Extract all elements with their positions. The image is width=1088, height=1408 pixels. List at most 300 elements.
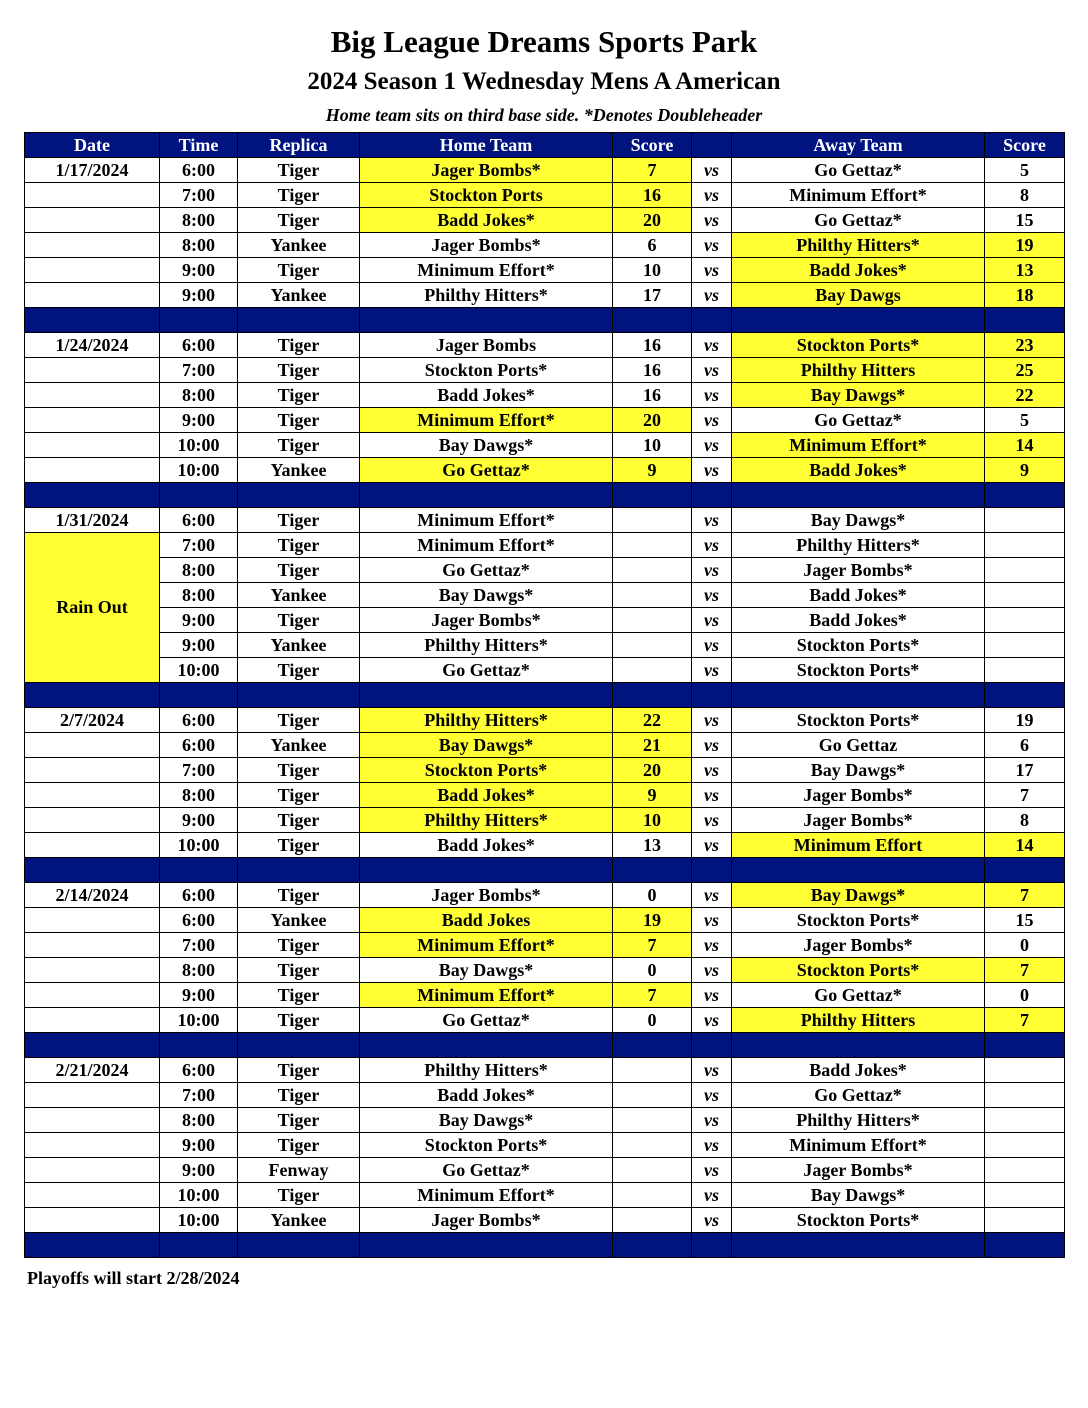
vs-cell: vs <box>692 658 732 683</box>
away-team-cell: Bay Dawgs* <box>732 883 985 908</box>
home-team-cell: Jager Bombs* <box>360 1208 613 1233</box>
home-score-cell: 16 <box>613 383 692 408</box>
col-header-away-score: Score <box>985 133 1065 158</box>
vs-cell: vs <box>692 708 732 733</box>
time-cell: 8:00 <box>160 208 238 233</box>
home-team-cell: Go Gettaz* <box>360 1008 613 1033</box>
home-score-cell <box>613 1108 692 1133</box>
time-cell: 9:00 <box>160 633 238 658</box>
away-score-cell <box>985 1108 1065 1133</box>
table-row <box>25 408 1065 433</box>
home-score-cell <box>613 558 692 583</box>
date-cell: 2/7/2024 <box>25 708 160 733</box>
home-score-cell: 10 <box>613 433 692 458</box>
vs-cell: vs <box>692 158 732 183</box>
home-team-cell: Philthy Hitters* <box>360 808 613 833</box>
separator-cell <box>160 483 238 508</box>
home-score-cell <box>613 1183 692 1208</box>
separator-cell <box>160 1233 238 1258</box>
replica-cell: Tiger <box>238 383 360 408</box>
replica-cell: Tiger <box>238 358 360 383</box>
home-team-cell: Jager Bombs* <box>360 158 613 183</box>
home-team-cell: Badd Jokes <box>360 908 613 933</box>
table-row <box>25 633 1065 658</box>
table-row <box>25 958 1065 983</box>
table-row <box>25 383 1065 408</box>
vs-cell: vs <box>692 533 732 558</box>
separator-cell <box>238 483 360 508</box>
home-score-cell: 0 <box>613 1008 692 1033</box>
date-cell-empty <box>25 1133 160 1158</box>
away-team-cell: Go Gettaz* <box>732 983 985 1008</box>
away-team-cell: Bay Dawgs* <box>732 508 985 533</box>
away-score-cell <box>985 583 1065 608</box>
away-score-cell: 19 <box>985 708 1065 733</box>
away-score-cell: 7 <box>985 783 1065 808</box>
date-cell-empty <box>25 433 160 458</box>
home-score-cell <box>613 1158 692 1183</box>
separator-cell <box>360 308 613 333</box>
home-score-cell <box>613 508 692 533</box>
away-score-cell <box>985 508 1065 533</box>
vs-cell: vs <box>692 1208 732 1233</box>
away-team-cell: Jager Bombs* <box>732 558 985 583</box>
home-score-cell: 10 <box>613 258 692 283</box>
separator-cell <box>613 483 692 508</box>
home-team-cell: Jager Bombs <box>360 333 613 358</box>
time-cell: 8:00 <box>160 383 238 408</box>
separator-cell <box>613 308 692 333</box>
table-row <box>25 183 1065 208</box>
vs-cell: vs <box>692 733 732 758</box>
header-row <box>25 133 1065 158</box>
away-score-cell: 7 <box>985 958 1065 983</box>
table-row <box>25 1008 1065 1033</box>
week-separator-row <box>25 683 1065 708</box>
replica-cell: Tiger <box>238 783 360 808</box>
home-team-cell: Go Gettaz* <box>360 658 613 683</box>
table-row <box>25 758 1065 783</box>
home-score-cell: 9 <box>613 783 692 808</box>
time-cell: 10:00 <box>160 658 238 683</box>
replica-cell: Tiger <box>238 183 360 208</box>
away-team-cell: Minimum Effort <box>732 833 985 858</box>
separator-cell <box>238 1233 360 1258</box>
away-score-cell <box>985 658 1065 683</box>
away-team-cell: Philthy Hitters <box>732 1008 985 1033</box>
away-team-cell: Badd Jokes* <box>732 458 985 483</box>
replica-cell: Fenway <box>238 1158 360 1183</box>
away-score-cell: 15 <box>985 908 1065 933</box>
home-score-cell: 16 <box>613 183 692 208</box>
date-cell: 1/17/2024 <box>25 158 160 183</box>
replica-cell: Tiger <box>238 608 360 633</box>
replica-cell: Tiger <box>238 258 360 283</box>
vs-cell: vs <box>692 283 732 308</box>
vs-cell: vs <box>692 383 732 408</box>
separator-cell <box>613 858 692 883</box>
time-cell: 9:00 <box>160 408 238 433</box>
home-score-cell: 17 <box>613 283 692 308</box>
separator-cell <box>732 483 985 508</box>
away-score-cell: 22 <box>985 383 1065 408</box>
separator-cell <box>160 308 238 333</box>
away-score-cell: 23 <box>985 333 1065 358</box>
date-cell: 1/24/2024 <box>25 333 160 358</box>
separator-cell <box>692 483 732 508</box>
vs-cell: vs <box>692 433 732 458</box>
home-team-cell: Minimum Effort* <box>360 533 613 558</box>
date-cell: 2/14/2024 <box>25 883 160 908</box>
schedule-note: Home team sits on third base side. *Denotes Doubleheader <box>325 105 763 125</box>
home-team-cell: Stockton Ports* <box>360 1133 613 1158</box>
date-cell-empty <box>25 758 160 783</box>
table-row <box>25 1133 1065 1158</box>
table-row <box>25 933 1065 958</box>
page-subtitle: 2024 Season 1 Wednesday Mens A American <box>307 68 781 95</box>
replica-cell: Tiger <box>238 1083 360 1108</box>
week-separator-row <box>25 308 1065 333</box>
table-row <box>25 508 1065 533</box>
replica-cell: Tiger <box>238 658 360 683</box>
time-cell: 8:00 <box>160 958 238 983</box>
vs-cell: vs <box>692 558 732 583</box>
away-score-cell: 25 <box>985 358 1065 383</box>
rain-out-cell: Rain Out <box>25 533 160 683</box>
replica-cell: Tiger <box>238 408 360 433</box>
vs-cell: vs <box>692 933 732 958</box>
time-cell: 9:00 <box>160 983 238 1008</box>
date-cell: 2/21/2024 <box>25 1058 160 1083</box>
away-score-cell: 14 <box>985 833 1065 858</box>
home-score-cell: 7 <box>613 933 692 958</box>
vs-cell: vs <box>692 1058 732 1083</box>
time-cell: 7:00 <box>160 358 238 383</box>
away-score-cell: 0 <box>985 983 1065 1008</box>
vs-cell: vs <box>692 958 732 983</box>
time-cell: 8:00 <box>160 783 238 808</box>
home-team-cell: Go Gettaz* <box>360 1158 613 1183</box>
table-row <box>25 733 1065 758</box>
date-cell-empty <box>25 733 160 758</box>
vs-cell: vs <box>692 908 732 933</box>
away-team-cell: Stockton Ports* <box>732 908 985 933</box>
away-score-cell <box>985 608 1065 633</box>
table-row <box>25 158 1065 183</box>
separator-cell <box>360 1033 613 1058</box>
vs-cell: vs <box>692 1158 732 1183</box>
away-team-cell: Philthy Hitters* <box>732 1108 985 1133</box>
separator-cell <box>238 683 360 708</box>
home-score-cell: 21 <box>613 733 692 758</box>
separator-cell <box>985 1233 1065 1258</box>
date-cell-empty <box>25 258 160 283</box>
table-row <box>25 883 1065 908</box>
time-cell: 10:00 <box>160 1183 238 1208</box>
away-team-cell: Go Gettaz* <box>732 208 985 233</box>
home-score-cell: 0 <box>613 958 692 983</box>
vs-cell: vs <box>692 358 732 383</box>
table-row <box>25 433 1065 458</box>
away-team-cell: Stockton Ports* <box>732 958 985 983</box>
table-row <box>25 608 1065 633</box>
home-team-cell: Jager Bombs* <box>360 608 613 633</box>
away-team-cell: Go Gettaz* <box>732 158 985 183</box>
separator-cell <box>238 308 360 333</box>
separator-cell <box>25 308 160 333</box>
replica-cell: Yankee <box>238 908 360 933</box>
col-header-home-team: Home Team <box>360 133 613 158</box>
away-team-cell: Philthy Hitters <box>732 358 985 383</box>
week-separator-row <box>25 483 1065 508</box>
replica-cell: Yankee <box>238 233 360 258</box>
vs-cell: vs <box>692 1108 732 1133</box>
replica-cell: Yankee <box>238 1208 360 1233</box>
away-team-cell: Go Gettaz* <box>732 1083 985 1108</box>
vs-cell: vs <box>692 883 732 908</box>
separator-cell <box>360 683 613 708</box>
separator-cell <box>692 308 732 333</box>
separator-cell <box>613 1033 692 1058</box>
replica-cell: Tiger <box>238 933 360 958</box>
replica-cell: Tiger <box>238 1183 360 1208</box>
replica-cell: Tiger <box>238 958 360 983</box>
separator-cell <box>985 1033 1065 1058</box>
col-header-replica: Replica <box>238 133 360 158</box>
home-team-cell: Minimum Effort* <box>360 508 613 533</box>
page-title: Big League Dreams Sports Park <box>330 24 758 59</box>
replica-cell: Tiger <box>238 1133 360 1158</box>
away-team-cell: Stockton Ports* <box>732 333 985 358</box>
home-score-cell <box>613 1133 692 1158</box>
away-score-cell: 18 <box>985 283 1065 308</box>
home-team-cell: Badd Jokes* <box>360 833 613 858</box>
schedule-table <box>24 132 1065 1258</box>
time-cell: 6:00 <box>160 733 238 758</box>
table-row <box>25 258 1065 283</box>
home-score-cell: 7 <box>613 983 692 1008</box>
replica-cell: Tiger <box>238 208 360 233</box>
date-cell-empty <box>25 183 160 208</box>
home-score-cell: 19 <box>613 908 692 933</box>
time-cell: 6:00 <box>160 508 238 533</box>
away-team-cell: Go Gettaz <box>732 733 985 758</box>
table-row <box>25 208 1065 233</box>
replica-cell: Tiger <box>238 333 360 358</box>
replica-cell: Tiger <box>238 1008 360 1033</box>
separator-cell <box>613 683 692 708</box>
away-team-cell: Badd Jokes* <box>732 258 985 283</box>
replica-cell: Tiger <box>238 433 360 458</box>
time-cell: 9:00 <box>160 258 238 283</box>
away-team-cell: Bay Dawgs* <box>732 758 985 783</box>
home-score-cell: 13 <box>613 833 692 858</box>
separator-cell <box>360 858 613 883</box>
home-score-cell: 22 <box>613 708 692 733</box>
away-score-cell: 8 <box>985 808 1065 833</box>
away-team-cell: Go Gettaz* <box>732 408 985 433</box>
away-team-cell: Minimum Effort* <box>732 183 985 208</box>
separator-cell <box>732 1033 985 1058</box>
away-score-cell <box>985 1158 1065 1183</box>
time-cell: 7:00 <box>160 183 238 208</box>
separator-cell <box>985 308 1065 333</box>
table-row <box>25 658 1065 683</box>
time-cell: 9:00 <box>160 283 238 308</box>
away-score-cell <box>985 1083 1065 1108</box>
away-team-cell: Bay Dawgs* <box>732 383 985 408</box>
away-score-cell: 19 <box>985 233 1065 258</box>
home-score-cell: 20 <box>613 408 692 433</box>
home-team-cell: Stockton Ports* <box>360 358 613 383</box>
time-cell: 7:00 <box>160 933 238 958</box>
separator-cell <box>25 683 160 708</box>
away-team-cell: Jager Bombs* <box>732 808 985 833</box>
replica-cell: Tiger <box>238 808 360 833</box>
vs-cell: vs <box>692 458 732 483</box>
col-header-vs <box>692 133 732 158</box>
date-cell-empty <box>25 1158 160 1183</box>
home-score-cell <box>613 533 692 558</box>
replica-cell: Tiger <box>238 508 360 533</box>
week-separator-row <box>25 1033 1065 1058</box>
home-team-cell: Badd Jokes* <box>360 783 613 808</box>
home-team-cell: Bay Dawgs* <box>360 958 613 983</box>
home-score-cell: 10 <box>613 808 692 833</box>
date-cell-empty <box>25 383 160 408</box>
home-score-cell: 0 <box>613 883 692 908</box>
away-score-cell <box>985 633 1065 658</box>
table-row <box>25 983 1065 1008</box>
away-team-cell: Jager Bombs* <box>732 783 985 808</box>
vs-cell: vs <box>692 758 732 783</box>
col-header-home-score: Score <box>613 133 692 158</box>
home-team-cell: Jager Bombs* <box>360 233 613 258</box>
away-score-cell <box>985 1208 1065 1233</box>
table-row <box>25 783 1065 808</box>
separator-cell <box>732 1233 985 1258</box>
home-team-cell: Go Gettaz* <box>360 458 613 483</box>
date-cell-empty <box>25 933 160 958</box>
time-cell: 7:00 <box>160 533 238 558</box>
date-cell-empty <box>25 458 160 483</box>
date-cell-empty <box>25 233 160 258</box>
home-score-cell: 20 <box>613 208 692 233</box>
separator-cell <box>160 858 238 883</box>
separator-cell <box>692 1233 732 1258</box>
away-score-cell <box>985 1133 1065 1158</box>
playoffs-note: Playoffs will start 2/28/2024 <box>27 1268 240 1288</box>
table-row <box>25 1058 1065 1083</box>
vs-cell: vs <box>692 783 732 808</box>
date-cell-empty <box>25 983 160 1008</box>
col-header-time: Time <box>160 133 238 158</box>
away-team-cell: Stockton Ports* <box>732 708 985 733</box>
time-cell: 8:00 <box>160 1108 238 1133</box>
table-row <box>25 1183 1065 1208</box>
vs-cell: vs <box>692 508 732 533</box>
table-row <box>25 808 1065 833</box>
home-team-cell: Minimum Effort* <box>360 258 613 283</box>
replica-cell: Tiger <box>238 1058 360 1083</box>
separator-cell <box>360 1233 613 1258</box>
vs-cell: vs <box>692 183 732 208</box>
away-score-cell <box>985 533 1065 558</box>
separator-cell <box>360 483 613 508</box>
home-team-cell: Bay Dawgs* <box>360 1108 613 1133</box>
time-cell: 6:00 <box>160 158 238 183</box>
date-cell-empty <box>25 958 160 983</box>
date-cell-empty <box>25 358 160 383</box>
away-score-cell: 6 <box>985 733 1065 758</box>
time-cell: 6:00 <box>160 333 238 358</box>
time-cell: 10:00 <box>160 1208 238 1233</box>
away-team-cell: Jager Bombs* <box>732 1158 985 1183</box>
date-cell-empty <box>25 1108 160 1133</box>
separator-cell <box>160 1033 238 1058</box>
time-cell: 6:00 <box>160 708 238 733</box>
table-row <box>25 558 1065 583</box>
vs-cell: vs <box>692 608 732 633</box>
separator-cell <box>238 1033 360 1058</box>
away-score-cell <box>985 1183 1065 1208</box>
table-row <box>25 908 1065 933</box>
away-team-cell: Stockton Ports* <box>732 633 985 658</box>
week-separator-row <box>25 1233 1065 1258</box>
replica-cell: Yankee <box>238 583 360 608</box>
away-score-cell <box>985 558 1065 583</box>
vs-cell: vs <box>692 408 732 433</box>
home-team-cell: Philthy Hitters* <box>360 708 613 733</box>
table-row <box>25 1158 1065 1183</box>
time-cell: 8:00 <box>160 233 238 258</box>
away-score-cell: 7 <box>985 1008 1065 1033</box>
vs-cell: vs <box>692 983 732 1008</box>
separator-cell <box>732 308 985 333</box>
time-cell: 10:00 <box>160 433 238 458</box>
away-team-cell: Badd Jokes* <box>732 1058 985 1083</box>
date-cell-empty <box>25 408 160 433</box>
away-team-cell: Stockton Ports* <box>732 658 985 683</box>
home-score-cell <box>613 1058 692 1083</box>
time-cell: 8:00 <box>160 558 238 583</box>
home-team-cell: Badd Jokes* <box>360 208 613 233</box>
home-team-cell: Bay Dawgs* <box>360 733 613 758</box>
home-score-cell: 20 <box>613 758 692 783</box>
away-score-cell: 0 <box>985 933 1065 958</box>
home-team-cell: Minimum Effort* <box>360 1183 613 1208</box>
home-team-cell: Stockton Ports <box>360 183 613 208</box>
date-cell-empty <box>25 283 160 308</box>
date-cell-empty <box>25 808 160 833</box>
home-score-cell <box>613 1208 692 1233</box>
time-cell: 6:00 <box>160 908 238 933</box>
vs-cell: vs <box>692 1083 732 1108</box>
table-row <box>25 283 1065 308</box>
vs-cell: vs <box>692 583 732 608</box>
time-cell: 7:00 <box>160 758 238 783</box>
vs-cell: vs <box>692 333 732 358</box>
time-cell: 9:00 <box>160 808 238 833</box>
home-score-cell: 16 <box>613 358 692 383</box>
table-row <box>25 583 1065 608</box>
separator-cell <box>25 483 160 508</box>
vs-cell: vs <box>692 233 732 258</box>
home-score-cell <box>613 633 692 658</box>
table-row <box>25 358 1065 383</box>
date-cell-empty <box>25 1183 160 1208</box>
away-score-cell: 9 <box>985 458 1065 483</box>
